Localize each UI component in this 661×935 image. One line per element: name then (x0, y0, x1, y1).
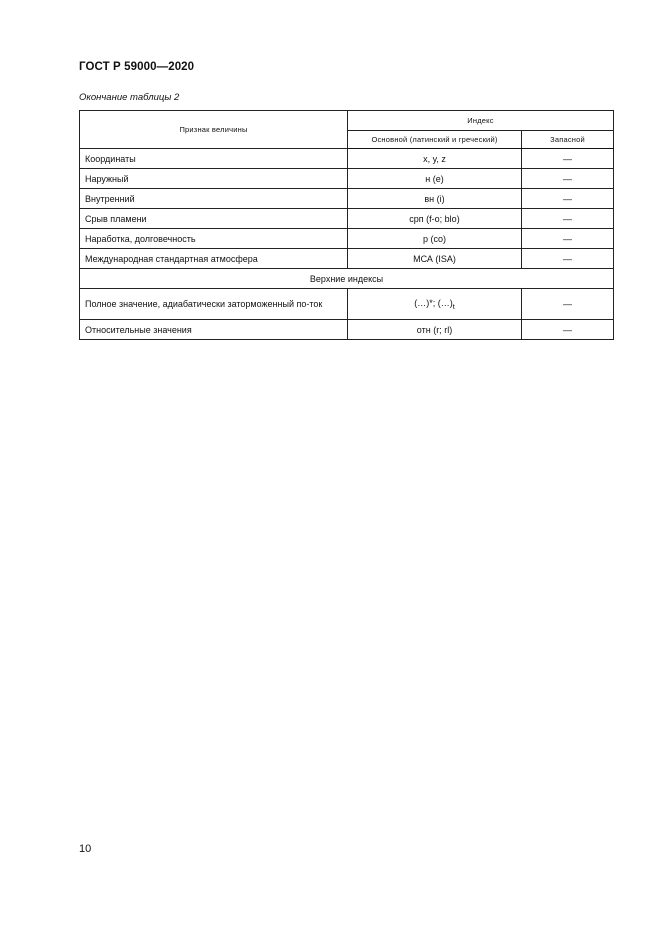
page-number: 10 (79, 843, 92, 855)
row-name: Полное значение, адиабатически заторможенный по-ток (80, 289, 348, 320)
row-reserve: — (522, 209, 614, 229)
table-head-row (80, 111, 614, 131)
row-value: срп (f-o; blo) (348, 209, 522, 229)
row-reserve: — (522, 169, 614, 189)
row-reserve: — (522, 249, 614, 269)
row-name: Наработка, долговечность (80, 229, 348, 249)
head-main: Основной (латинский и греческий) (348, 131, 522, 149)
table-caption: Окончание таблицы 2 (79, 92, 180, 103)
row-value: x, y, z (348, 149, 522, 169)
row-reserve: — (522, 149, 614, 169)
head-reserve: Запасной (522, 131, 614, 149)
table-row (80, 229, 614, 249)
head-index: Индекс (348, 111, 614, 131)
row-name: Срыв пламени (80, 209, 348, 229)
row-value: р (co) (348, 229, 522, 249)
row-reserve: — (522, 320, 614, 340)
table-row (80, 249, 614, 269)
row-reserve: — (522, 229, 614, 249)
row-value: вн (i) (348, 189, 522, 209)
section-row (80, 269, 614, 289)
row-value-subscript: t (452, 301, 455, 311)
table-row (80, 169, 614, 189)
row-name: Внутренний (80, 189, 348, 209)
row-value-main: (…)*; (…) (414, 297, 453, 308)
head-feature: Признак величины (80, 111, 348, 149)
row-name: Наружный (80, 169, 348, 189)
table-row (80, 209, 614, 229)
row-name: Относительные значения (80, 320, 348, 340)
row-value: н (e) (348, 169, 522, 189)
row-value: отн (r; rl) (348, 320, 522, 340)
row-name: Международная стандартная атмосфера (80, 249, 348, 269)
row-reserve: — (522, 289, 614, 320)
table-row (80, 149, 614, 169)
row-name: Координаты (80, 149, 348, 169)
index-table (79, 110, 614, 340)
row-value: МСА (ISA) (348, 249, 522, 269)
row-value (348, 289, 522, 320)
table-row (80, 320, 614, 340)
table-row (80, 189, 614, 209)
document-header: ГОСТ Р 59000—2020 (79, 61, 195, 73)
table-row (80, 289, 614, 320)
section-title: Верхние индексы (80, 269, 614, 289)
row-reserve: — (522, 189, 614, 209)
